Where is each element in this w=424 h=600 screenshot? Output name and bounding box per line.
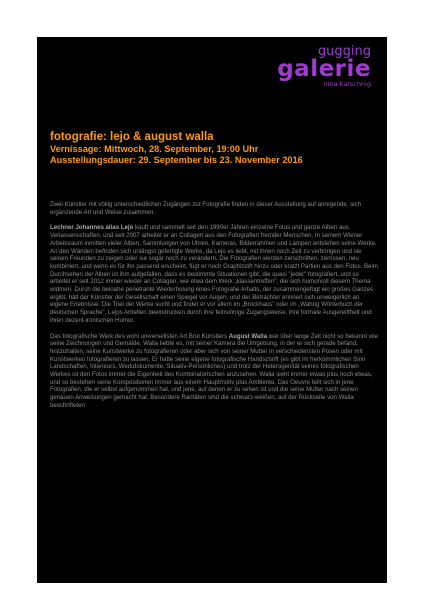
- walla-paragraph: [50, 333, 378, 410]
- lejo-paragraph: [50, 224, 378, 324]
- logo-line-owner: nina katschnig: [323, 80, 371, 88]
- intro-paragraph: Zwei Künstler mit völlig unterschiedlichen Zugängen zur Fotografie finden in dieser Ausstellung auf anregende, sich ergänzende Art und Weise zusammen.: [50, 201, 361, 216]
- document-page: [37, 37, 387, 583]
- gallery-logo: [277, 45, 371, 88]
- logo-line-gugging: gugging: [317, 44, 371, 59]
- lejo-text: kauft und sammelt seit den 1990er Jahren einzelne Fotos und ganze Alben aus Verlassenschaften, und seit 2007 arbeitet er an Collagen aus den Fotografien fremder Menschen. In seinem Wiener Arbeitsraum inmitten vieler Alben, Sammlungen von Uhren, Kameras, Bilderrahmen und Lampen entstehen seine Werke. An den Wänden befinden sich unlängst gefertigte Werke, da Lejo es liebt, mit ihnen noch Zeit zu verbringen und sie seinen Freunden zu zeigen oder sie sogar noch zu verändern. Die Fotografien werden zerschnitten, zerrissen, neu kombiniert, und wenn es für ihn passend erscheint, fügt er noch Graphitstift hinzu oder kratzt Partien aus den Fotos. Beim Durchsehen der Alben ist ihm aufgefallen, dass es bestimmte Situationen gibt, die quasi "jeder" fotografiert, und so arbeitet er seit 2012 immer wieder an Collagen, wie etwa dem Werk „klassentreffen", die sich humorvoll diesem Thema widmen. Durch die beinahe penetrante Wiederholung eines Fotografie-Inhalts, der zusammengefügt ein großes Ganzes ergibt, hält der Künstler der Gesellschaft einen Spiegel vor Augen, und der Betrachter erinnert sich unweigerlich an eigene Erlebnisse. Die Titel der Werke sucht und findet er vor allem im „Brockhaus" oder im „Wahrig Wörterbuch der deutschen Sprache". Lejos Arbeiten beeindrucken durch ihre feinsinnige Zugangsweise, ihre formale Ausgereiftheit und ihren dezent-ironischen Humor.: [50, 224, 378, 324]
- walla-text-rest: war über lange Zeit nicht so bekannt wie seine Zeichnungen und Gemälde. Walla liebte es, mit seiner Kamera die Umgebung, in der er sich gerade befand, festzuhalten, seine Kunstwerke zu fotografieren oder aber sich von seiner Mutter in verschiedensten Posen oder mit Kunstwerken fotografieren zu lassen. Er hatte seine eigene fotografische Handschrift (es gibt im herkömmlichen Sinn Landschaften, Interieurs, Werkdokumente, Situativ-Persönliches) und trotz der Heterogenität seines fotografischen Werkes ist den Fotos immer die Eigenheit des Kombinatorischen anzusehen. Walla sieht immer etwas plus noch etwas, und so bestehen seine Kompositionen immer aus einem Hauptmotiv plus Ambiente. Das Oeuvre teilt sich in jene Fotografien, die er selbst aufgenommen hat, und jene, auf denen er zu sehen ist und die seine Mutter nach seinen genauen Anweisungen gemacht hat. Besondere Raritäten sind die schwarz-weißen, auf der Rückseite von Walla beschrifteten: [50, 332, 378, 409]
- exhibition-duration: Ausstellungsdauer: 29. September bis 23. November 2016: [50, 155, 303, 165]
- artist-name-lejo: Lechner Johannes alias Lejo: [50, 224, 134, 232]
- logo-line-galerie: galerie: [277, 56, 371, 82]
- exhibition-heading: [50, 131, 380, 166]
- press-text: [50, 201, 378, 418]
- walla-text-start: Das fotografische Werk des wohl universellsten Art Brut Künstlers: [50, 332, 229, 340]
- vernissage-date: Vernissage: Mittwoch, 28. September, 19:00 Uhr: [50, 144, 259, 154]
- artist-name-walla: August Walla: [228, 332, 268, 340]
- exhibition-title: fotografie: lejo & august walla: [50, 131, 214, 143]
